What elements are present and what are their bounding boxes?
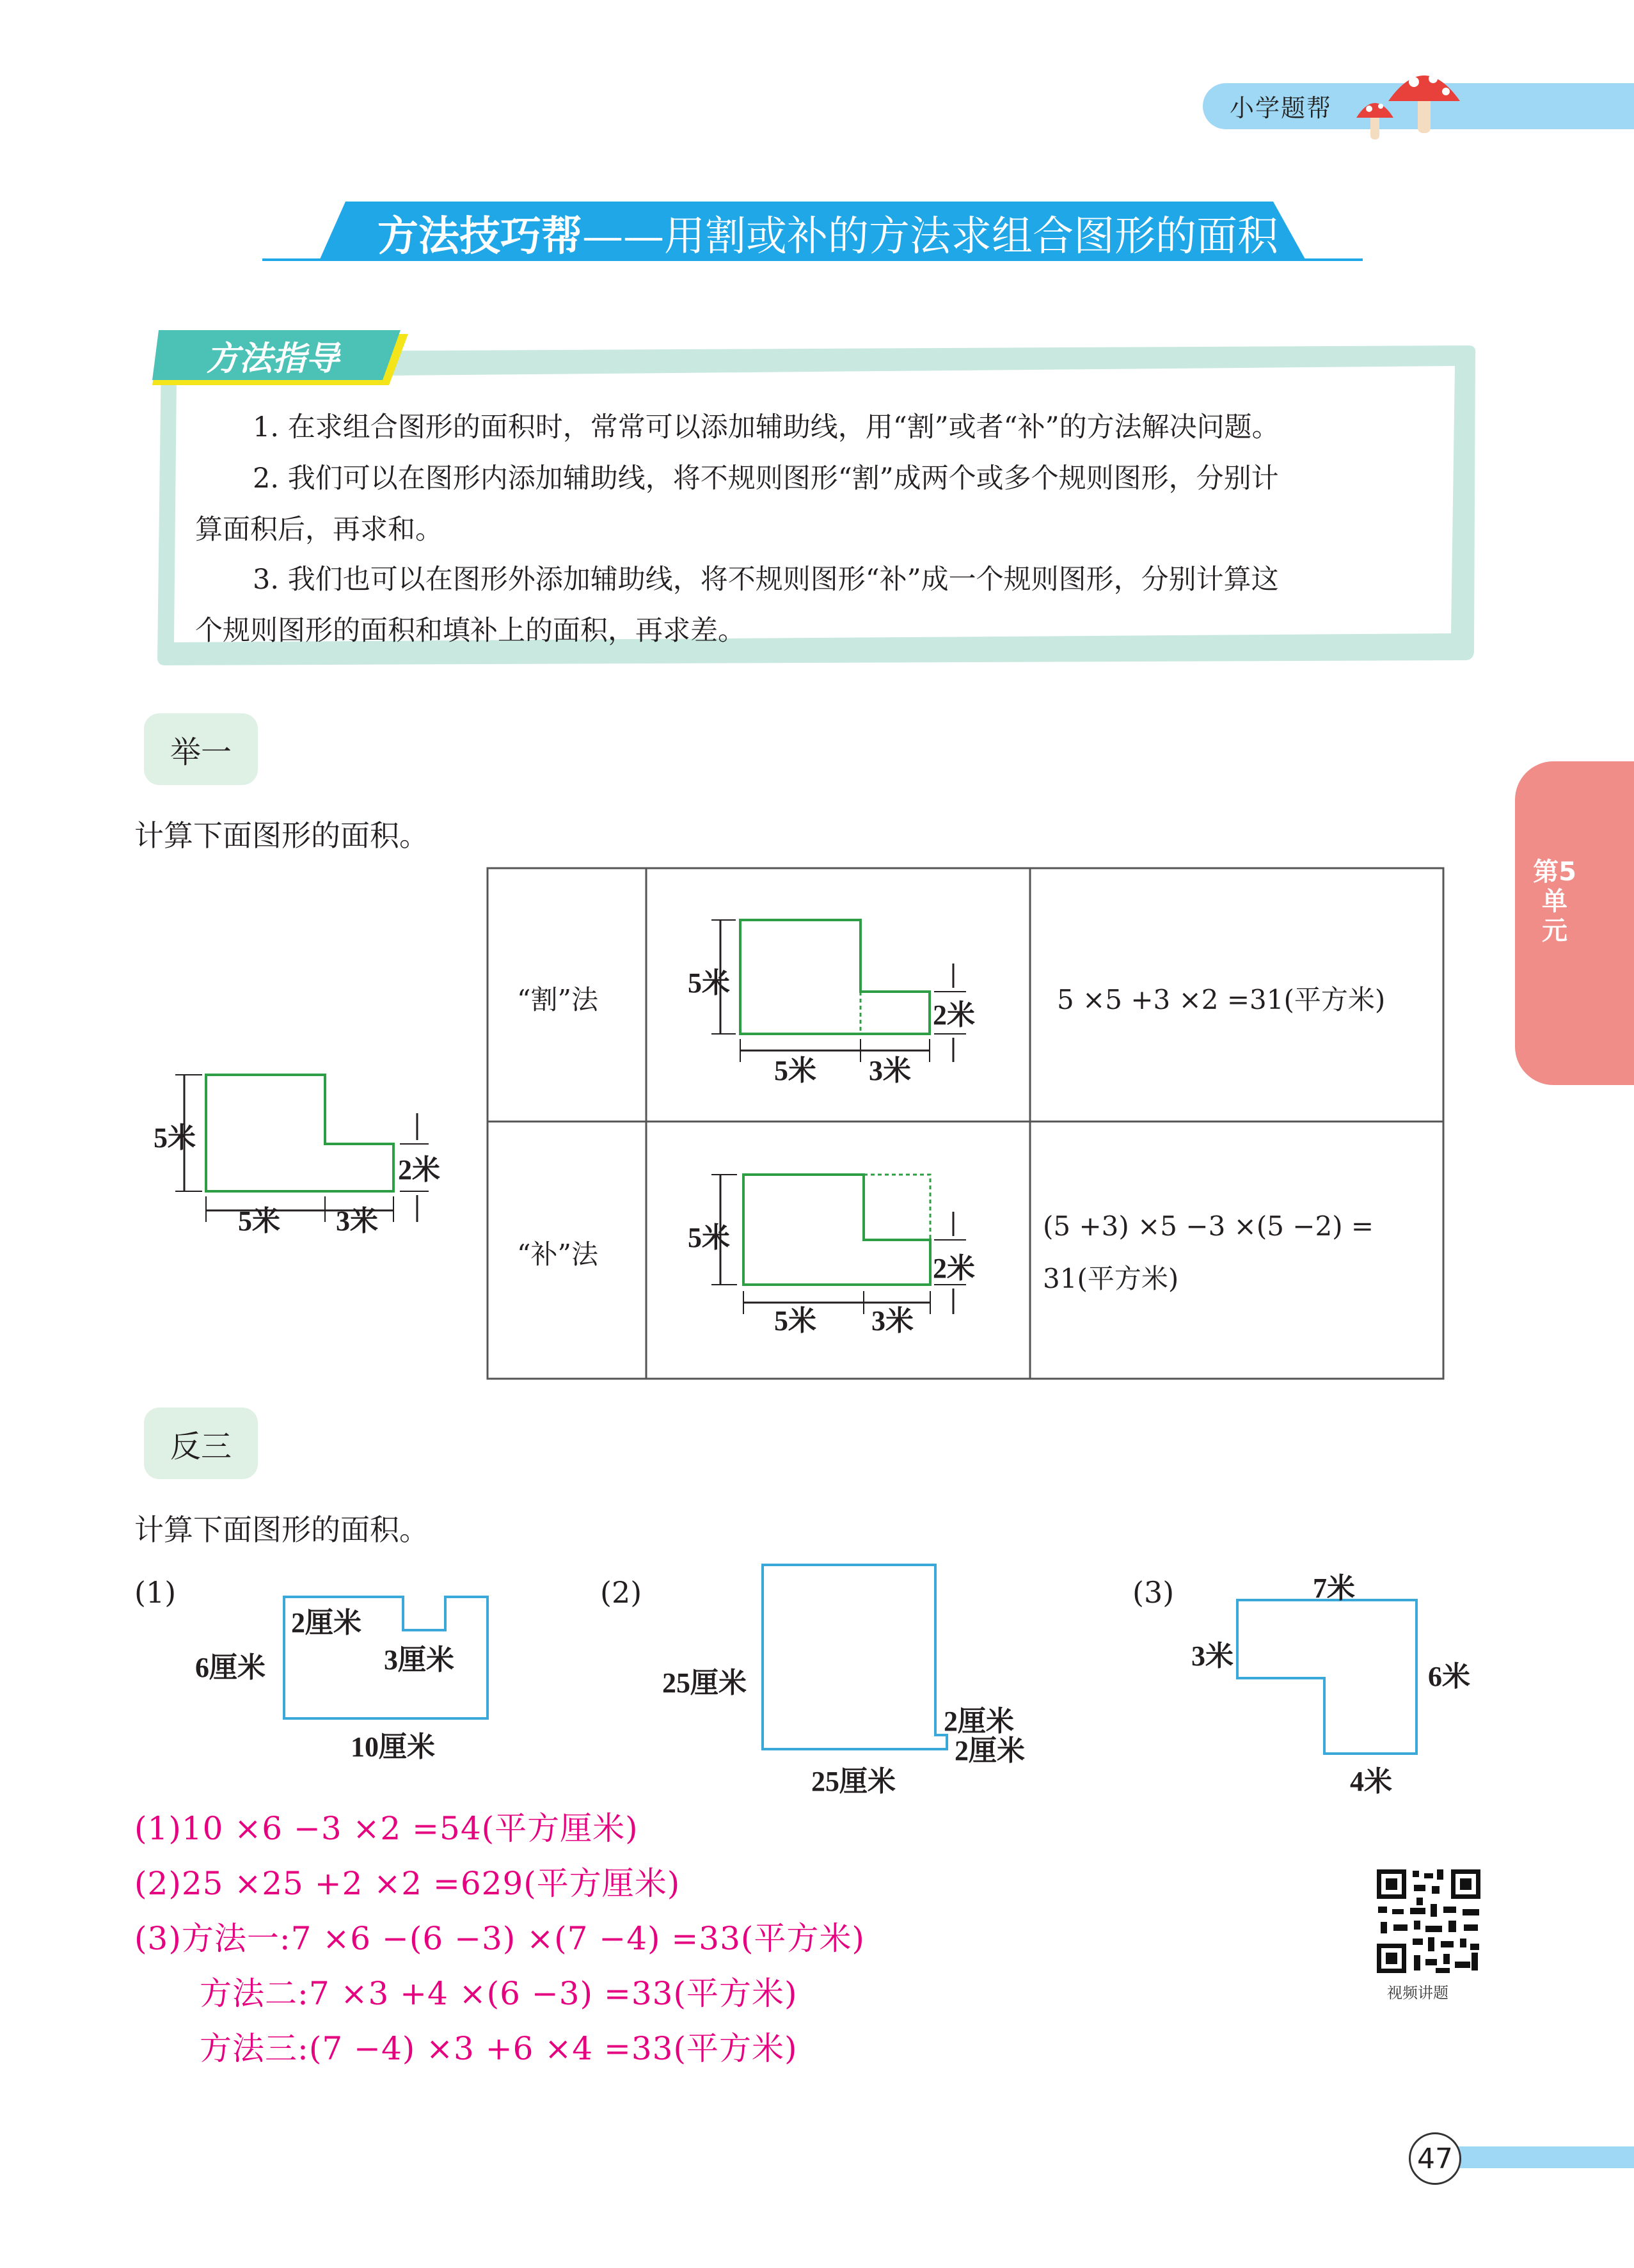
ex-label-h2: 2米 <box>398 1154 440 1186</box>
header-brand: 小学题帮 <box>1230 94 1333 122</box>
fig1-label-bottom: 10厘米 <box>351 1731 435 1763</box>
fig3-label-bottom: 4米 <box>1350 1766 1392 1797</box>
answer-3-method-2: 方法二:7 ×3 +4 ×(6 −3) =33(平方米) <box>200 1975 798 2012</box>
row1-method: “割”法 <box>517 984 598 1015</box>
row2-formula-line2: 31(平方米) <box>1043 1263 1179 1294</box>
method-line-1: 1. 在求组合图形的面积时，常常可以添加辅助线，用“割”或者“补”的方法解决问题。 <box>253 411 1280 443</box>
cut-label-h5: 5米 <box>688 967 730 999</box>
answer-3-method-3: 方法三:(7 −4) ×3 +6 ×4 =33(平方米) <box>200 2030 798 2067</box>
section-title <box>377 203 1278 262</box>
fill-label-w3: 3米 <box>871 1305 914 1336</box>
title-sub: ——用割或补的方法求组合图形的面积 <box>582 213 1278 260</box>
cut-label-w5: 5米 <box>774 1055 816 1086</box>
fig3-label-right: 6米 <box>1428 1661 1470 1692</box>
method-line-4: 3. 我们也可以在图形外添加辅助线，将不规则图形“补”成一个规则图形，分别计算这 <box>253 564 1279 596</box>
fig3-label-left: 3米 <box>1191 1640 1233 1672</box>
fig3-number: (3) <box>1132 1575 1175 1610</box>
row1-formula: 5 ×5 +3 ×2 =31(平方米) <box>1057 984 1386 1015</box>
example-pill: 举一 <box>144 713 258 785</box>
qr-caption: 视频讲题 <box>1387 1984 1448 2002</box>
ex-label-h5: 5米 <box>154 1122 196 1154</box>
practice-figure-3 <box>1235 1596 1427 1763</box>
method-line-3: 算面积后，再求和。 <box>195 514 443 546</box>
ex-label-w5: 5米 <box>238 1205 280 1237</box>
practice-figure-2 <box>760 1561 965 1759</box>
page-bar <box>1446 2146 1634 2168</box>
fig2-label-r2: 2厘米 <box>955 1735 1025 1766</box>
fig1-label-notch: 3厘米 <box>384 1644 454 1676</box>
fig2-number: (2) <box>600 1575 642 1610</box>
fig2-label-r1: 2厘米 <box>944 1706 1014 1737</box>
practice-question: 计算下面图形的面积。 <box>134 1512 429 1547</box>
example-question: 计算下面图形的面积。 <box>134 818 429 853</box>
answer-1: (1)10 ×6 −3 ×2 =54(平方厘米) <box>134 1810 639 1847</box>
method-line-5: 个规则图形的面积和填补上的面积，再求差。 <box>195 615 745 647</box>
method-line-2: 2. 我们可以在图形内添加辅助线，将不规则图形“割”成两个或多个规则图形，分别计 <box>253 463 1279 495</box>
cut-label-h2: 2米 <box>933 999 975 1031</box>
practice-pill: 反三 <box>144 1408 258 1479</box>
fig3-label-top: 7米 <box>1313 1573 1355 1604</box>
answer-2: (2)25 ×25 +2 ×2 =629(平方厘米) <box>134 1865 681 1902</box>
fill-label-w5: 5米 <box>774 1305 816 1336</box>
unit-label: 第5单元 <box>1533 857 1576 946</box>
fig1-number: (1) <box>134 1575 177 1610</box>
fig2-label-bottom: 25厘米 <box>811 1766 896 1797</box>
method-tag-label: 方法指导 <box>206 340 340 378</box>
answer-3: (3)方法一:7 ×6 −(6 −3) ×(7 −4) =33(平方米) <box>134 1920 865 1957</box>
mushroom-icon <box>1350 56 1478 146</box>
ex-label-w3: 3米 <box>336 1205 378 1237</box>
cut-label-w3: 3米 <box>869 1055 911 1086</box>
title-main: 方法技巧帮 <box>377 213 582 260</box>
fig1-label-left: 6厘米 <box>195 1652 266 1683</box>
row2-method: “补”法 <box>517 1239 598 1270</box>
page-number: 47 <box>1409 2132 1461 2185</box>
fill-label-h5: 5米 <box>688 1222 730 1253</box>
fill-label-h2: 2米 <box>933 1253 975 1284</box>
fig1-label-top: 2厘米 <box>291 1607 361 1638</box>
fig2-label-left: 25厘米 <box>662 1667 747 1699</box>
qr-code-icon[interactable] <box>1374 1867 1483 1976</box>
row2-formula-line1: (5 +3) ×5 −3 ×(5 −2) = <box>1043 1210 1374 1242</box>
